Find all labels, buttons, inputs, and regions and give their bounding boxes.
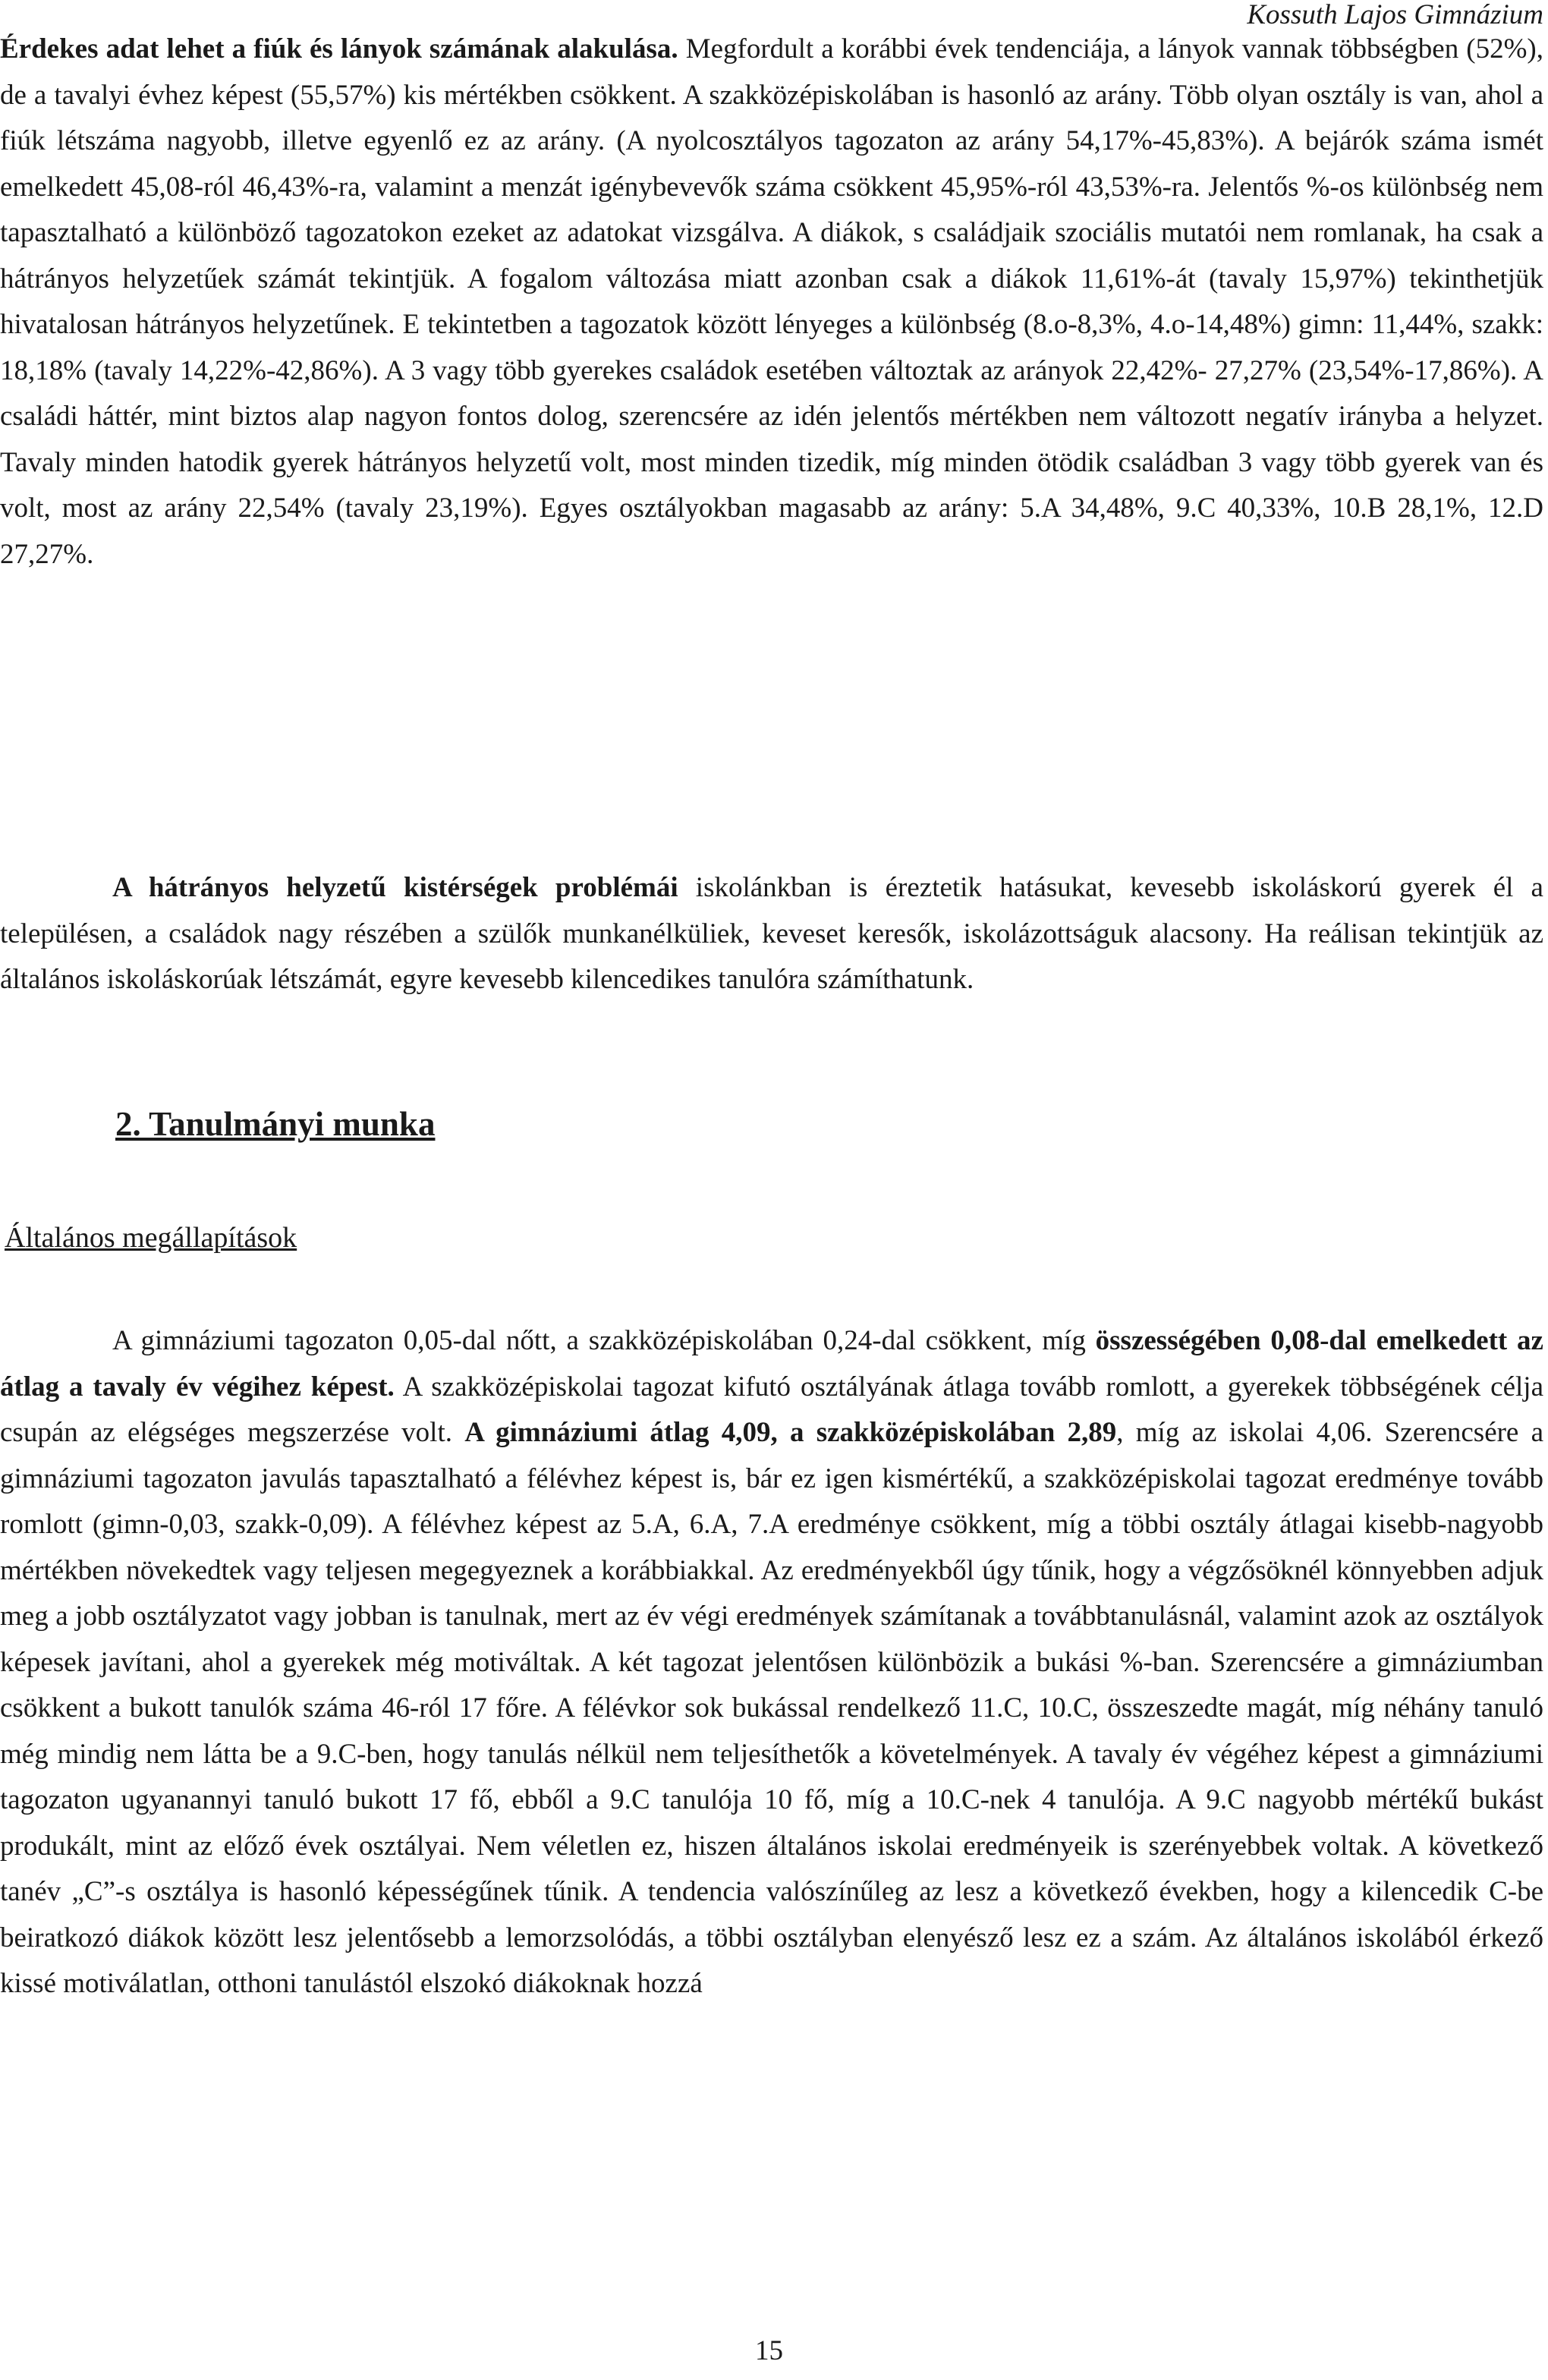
paragraph-bold-part1: összességében 0,08-dal emelkedett az átlag a tavaly év végihez képest.	[0, 1325, 1543, 1402]
paragraph-bold-part2: A gimnáziumi átlag 4,09, a szakközépiskolában 2,89	[464, 1417, 1117, 1448]
paragraph-academic-results	[0, 1318, 1543, 2007]
paragraph-body-part3: , míg az iskolai 4,06. Szerencsére a gimnáziumi tagozaton javulás tapasztalható a félévhez képest is, bár ez igen kismértékű, a szakközépiskolai tagozat eredménye tovább romlott (gimn-0,03, szakk-0,09). A félévhez képest az 5.A, 6.A, 7.A eredménye csökkent, míg a többi osztály átlagai kisebb-nagyobb mértékben növekedtek vagy teljesen megegyeznek a korábbiakkal. Az eredményekből úgy tűnik, hogy a végzősöknél könnyebben adjuk meg a jobb osztályzatot vagy jobban is tanulnak, mert az év végi eredmények számítanak a továbbtanulásnál, valamint azok az osztályok képesek javítani, ahol a gyerekek még motiváltak. A két tagozat jelentősen különbözik a bukási %-ban. Szerencsére a gimnáziumban csökkent a bukott tanulók száma 46-ról 17 főre. A félévkor sok bukással rendelkező 11.C, 10.C, összeszedte magát, míg néhány tanuló még mindig nem látta be a 9.C-ben, hogy tanulás nélkül nem teljesíthetők a követelmények. A tavaly év végéhez képest a gimnáziumi tagozaton ugyanannyi tanuló bukott 17 fő, ebből a 9.C tanulója 10 fő, míg a 10.C-nek 4 tanulója. A 9.C nagyobb mértékű bukást produkált, mint az előző évek osztályai. Nem véletlen ez, hiszen általános iskolai eredményeik is szerényebbek voltak. A következő tanév „C”-s osztálya is hasonló képességűnek tűnik. A tendencia valószínűleg az lesz a következő években, hogy a kilencedik C-be beiratkozó diákok között lesz jelentősebb a lemorzsolódás, a többi osztályban elenyésző lesz ez a szám. Az általános iskolából érkező kissé motiválatlan, otthoni tanulástól elszokó diákoknak hozzá	[0, 1417, 1544, 1999]
paragraph-disadvantaged-regions	[0, 865, 1543, 1003]
subsection-title: Általános megállapítások	[5, 1222, 297, 1254]
section-title: 2. Tanulmányi munka	[115, 1105, 436, 1143]
paragraph-lead-bold: A hátrányos helyzetű kistérségek problémái	[112, 872, 678, 903]
paragraph-body-part2: A szakközépiskolai tagozat kifutó osztályának átlaga tovább romlott, a gyerekek többségének célja csupán az elégséges megszerzése volt.	[0, 1371, 1543, 1448]
page-number: 15	[755, 2335, 783, 2366]
paragraph-body: iskolánkban is éreztetik hatásukat, kevesebb iskoláskorú gyerek él a településen, a családok nagy részében a szülők munkanélküliek, keveset keresők, iskolázottságuk alacsony. Ha reálisan tekintjük az általános iskoláskorúak létszámát, egyre kevesebb kilencedikes tanulóra számíthatunk.	[0, 872, 1543, 995]
paragraph-lead-bold: Érdekes adat lehet a fiúk és lányok számának alakulása.	[0, 33, 678, 65]
paragraph-gender-ratio	[0, 27, 1543, 578]
running-header: Kossuth Lajos Gimnázium	[1247, 0, 1543, 30]
paragraph-body: Megfordult a korábbi évek tendenciája, a lányok vannak többségben (52%), de a tavalyi évhez képest (55,57%) kis mértékben csökkent. A szakközépiskolában is hasonló az arány. Több olyan osztály is van, ahol a fiúk létszáma nagyobb, illetve egyenlő ez az arány. (A nyolcosztályos tagozaton az arány 54,17%-45,83%). A bejárók száma ismét emelkedett 45,08-ról 46,43%-ra, valamint a menzát igénybevevők száma csökkent 45,95%-ról 43,53%-ra. Jelentős %-os különbség nem tapasztalható a különböző tagozatokon ezeket az adatokat vizsgálva. A diákok, s családjaik szociális mutatói nem romlanak, ha csak a hátrányos helyzetűek számát tekintjük. A fogalom változása miatt azonban csak a diákok 11,61%-át (tavaly 15,97%) tekinthetjük hivatalosan hátrányos helyzetűnek. E tekintetben a tagozatok között lényeges a különbség (8.o-8,3%, 4.o-14,48%) gimn: 11,44%, szakk: 18,18% (tavaly 14,22%-42,86%). A 3 vagy több gyerekes családok esetében változtak az arányok 22,42%- 27,27% (23,54%-17,86%). A családi háttér, mint biztos alap nagyon fontos dolog, szerencsére az idén jelentős mértékben nem változott negatív irányba a helyzet. Tavaly minden hatodik gyerek hátrányos helyzetű volt, most minden tizedik, míg minden ötödik családban 3 vagy több gyerek van és volt, most az arány 22,54% (tavaly 23,19%). Egyes osztályokban magasabb az arány: 5.A 34,48%, 9.C 40,33%, 10.B 28,1%, 12.D 27,27%.	[0, 33, 1543, 570]
paragraph-body-part1: A gimnáziumi tagozaton 0,05-dal nőtt, a szakközépiskolában 0,24-dal csökkent, míg	[112, 1325, 1096, 1356]
